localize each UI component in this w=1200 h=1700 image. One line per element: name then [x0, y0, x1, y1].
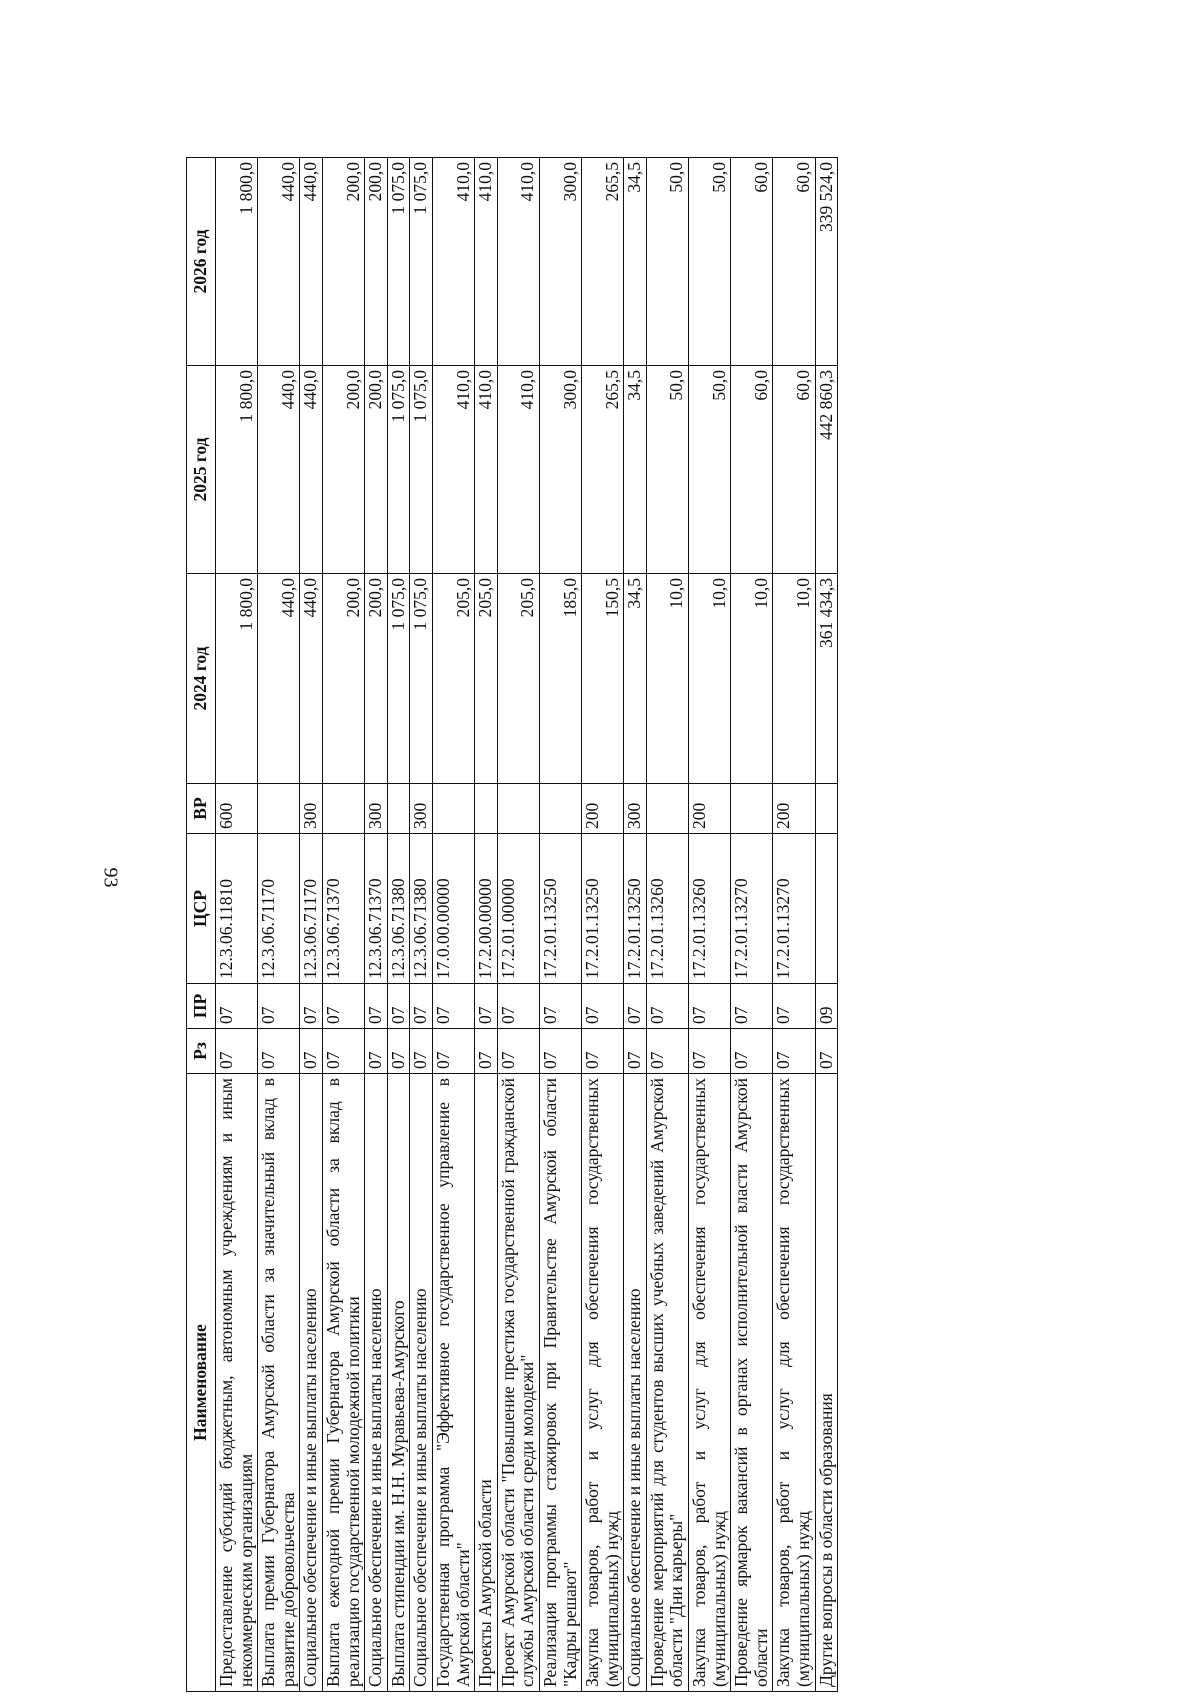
cell-vr: 300 — [624, 784, 647, 834]
cell-2024: 200,0 — [365, 574, 388, 784]
cell-2026: 440,0 — [258, 158, 300, 366]
cell-pr: 07 — [539, 984, 581, 1029]
rotated-table-container — [186, 158, 1066, 1692]
cell-csr: 17.2.01.13250 — [539, 834, 581, 984]
cell-csr: 12.3.06.71170 — [300, 834, 323, 984]
cell-name: Закупка товаров, работ и услуг для обеспечения государственных (муниципальных) нужд — [689, 1074, 731, 1692]
cell-name: Проекты Амурской области — [475, 1074, 498, 1692]
cell-pr: 07 — [689, 984, 731, 1029]
cell-vr — [815, 784, 838, 834]
cell-pr: 07 — [475, 984, 498, 1029]
cell-name: Выплата стипендии им. Н.Н. Муравьева-Амурского — [387, 1074, 410, 1692]
cell-csr: 17.2.00.00000 — [475, 834, 498, 984]
cell-name: Проведение мероприятий для студентов высших учебных заведений Амурской области "Дни карьеры" — [646, 1074, 688, 1692]
cell-rz: 07 — [497, 1029, 539, 1074]
cell-name: Выплата премии Губернатора Амурской области за значительный вклад в развитие добровольчества — [258, 1074, 300, 1692]
cell-2026: 410,0 — [432, 158, 474, 366]
cell-rz: 07 — [258, 1029, 300, 1074]
cell-csr: 17.2.01.13250 — [582, 834, 624, 984]
cell-vr — [497, 784, 539, 834]
cell-pr: 07 — [300, 984, 323, 1029]
header-2026: 2026 год — [187, 158, 216, 366]
cell-vr — [258, 784, 300, 834]
table-row — [300, 158, 323, 1692]
cell-2025: 34,5 — [624, 366, 647, 574]
cell-csr: 17.2.01.13260 — [689, 834, 731, 984]
header-2024: 2024 год — [187, 574, 216, 784]
cell-csr: 17.2.01.00000 — [497, 834, 539, 984]
cell-pr: 07 — [322, 984, 364, 1029]
cell-csr: 17.2.01.13260 — [646, 834, 688, 984]
cell-pr: 07 — [365, 984, 388, 1029]
cell-2026: 410,0 — [497, 158, 539, 366]
cell-name: Социальное обеспечение и иные выплаты населению — [300, 1074, 323, 1692]
cell-name: Предоставление субсидий бюджетным, автономным учреждениям и иным некоммерческим организациям — [216, 1074, 258, 1692]
cell-2024: 1 075,0 — [387, 574, 410, 784]
cell-name: Реализация программы стажировок при Правительстве Амурской области "Кадры решают" — [539, 1074, 581, 1692]
table-row — [365, 158, 388, 1692]
cell-name: Социальное обеспечение и иные выплаты населению — [624, 1074, 647, 1692]
cell-pr: 07 — [624, 984, 647, 1029]
cell-2025: 440,0 — [300, 366, 323, 574]
cell-rz: 07 — [216, 1029, 258, 1074]
cell-vr — [731, 784, 773, 834]
cell-rz: 07 — [646, 1029, 688, 1074]
cell-rz: 07 — [689, 1029, 731, 1074]
cell-rz: 07 — [365, 1029, 388, 1074]
cell-rz: 07 — [300, 1029, 323, 1074]
cell-vr — [432, 784, 474, 834]
cell-rz: 07 — [582, 1029, 624, 1074]
cell-name: Государственная программа "Эффективное государственное управление в Амурской области" — [432, 1074, 474, 1692]
table-row — [731, 158, 773, 1692]
cell-name: Закупка товаров, работ и услуг для обеспечения государственных (муниципальных) нужд — [582, 1074, 624, 1692]
cell-2026: 1 075,0 — [410, 158, 433, 366]
cell-name: Проведение ярмарок вакансий в органах исполнительной власти Амурской области — [731, 1074, 773, 1692]
cell-pr: 07 — [258, 984, 300, 1029]
cell-csr: 17.2.01.13270 — [773, 834, 815, 984]
cell-2024: 205,0 — [497, 574, 539, 784]
cell-2024: 1 075,0 — [410, 574, 433, 784]
cell-rz: 07 — [322, 1029, 364, 1074]
cell-2025: 50,0 — [689, 366, 731, 574]
cell-2025: 442 860,3 — [815, 366, 838, 574]
cell-csr: 12.3.06.71380 — [410, 834, 433, 984]
cell-name: Социальное обеспечение и иные выплаты населению — [410, 1074, 433, 1692]
cell-2024: 10,0 — [731, 574, 773, 784]
cell-csr: 12.3.06.71170 — [258, 834, 300, 984]
header-csr: ЦСР — [187, 834, 216, 984]
cell-2025: 200,0 — [322, 366, 364, 574]
cell-pr: 07 — [731, 984, 773, 1029]
cell-vr: 600 — [216, 784, 258, 834]
cell-2025: 410,0 — [475, 366, 498, 574]
cell-2024: 200,0 — [322, 574, 364, 784]
budget-table — [186, 157, 838, 1692]
cell-vr — [646, 784, 688, 834]
cell-2024: 440,0 — [258, 574, 300, 784]
cell-2025: 300,0 — [539, 366, 581, 574]
cell-2025: 1 075,0 — [387, 366, 410, 574]
table-header-row — [187, 158, 216, 1692]
cell-2024: 440,0 — [300, 574, 323, 784]
header-2025: 2025 год — [187, 366, 216, 574]
cell-rz: 07 — [624, 1029, 647, 1074]
table-row — [410, 158, 433, 1692]
cell-rz: 07 — [410, 1029, 433, 1074]
cell-2026: 50,0 — [689, 158, 731, 366]
cell-name: Закупка товаров, работ и услуг для обеспечения государственных (муниципальных) нужд — [773, 1074, 815, 1692]
cell-pr: 09 — [815, 984, 838, 1029]
cell-2025: 410,0 — [432, 366, 474, 574]
cell-2026: 34,5 — [624, 158, 647, 366]
header-vr: ВР — [187, 784, 216, 834]
cell-2024: 10,0 — [646, 574, 688, 784]
cell-csr: 12.3.06.71370 — [322, 834, 364, 984]
cell-csr: 12.3.06.71380 — [387, 834, 410, 984]
cell-rz: 07 — [432, 1029, 474, 1074]
cell-2024: 150,5 — [582, 574, 624, 784]
cell-rz: 07 — [815, 1029, 838, 1074]
cell-2025: 440,0 — [258, 366, 300, 574]
cell-csr: 17.2.01.13270 — [731, 834, 773, 984]
cell-name: Другие вопросы в области образования — [815, 1074, 838, 1692]
cell-vr: 300 — [410, 784, 433, 834]
cell-2024: 185,0 — [539, 574, 581, 784]
cell-2026: 300,0 — [539, 158, 581, 366]
cell-2025: 60,0 — [731, 366, 773, 574]
cell-2024: 10,0 — [773, 574, 815, 784]
cell-vr: 200 — [582, 784, 624, 834]
table-row — [539, 158, 581, 1692]
cell-vr — [322, 784, 364, 834]
cell-2024: 1 800,0 — [216, 574, 258, 784]
cell-pr: 07 — [582, 984, 624, 1029]
table-row — [646, 158, 688, 1692]
cell-2025: 60,0 — [773, 366, 815, 574]
cell-pr: 07 — [646, 984, 688, 1029]
cell-name: Выплата ежегодной премии Губернатора Амурской области за вклад в реализацию государственной молодежной политики — [322, 1074, 364, 1692]
cell-rz: 07 — [475, 1029, 498, 1074]
cell-csr: 17.2.01.13250 — [624, 834, 647, 984]
cell-vr: 300 — [365, 784, 388, 834]
cell-2026: 200,0 — [322, 158, 364, 366]
cell-2024: 34,5 — [624, 574, 647, 784]
table-row — [582, 158, 624, 1692]
header-pr: ПР — [187, 984, 216, 1029]
cell-pr: 07 — [387, 984, 410, 1029]
cell-2026: 200,0 — [365, 158, 388, 366]
cell-vr: 200 — [773, 784, 815, 834]
cell-2025: 50,0 — [646, 366, 688, 574]
header-rz: Рз — [187, 1029, 216, 1074]
cell-2026: 265,5 — [582, 158, 624, 366]
cell-pr: 07 — [497, 984, 539, 1029]
table-row — [258, 158, 300, 1692]
cell-vr — [539, 784, 581, 834]
table-row — [497, 158, 539, 1692]
cell-name: Проект Амурской области "Повышение престижа государственной гражданской службы Амурской области среди молодежи" — [497, 1074, 539, 1692]
cell-vr: 300 — [300, 784, 323, 834]
cell-2024: 205,0 — [475, 574, 498, 784]
cell-pr: 07 — [216, 984, 258, 1029]
cell-2024: 10,0 — [689, 574, 731, 784]
cell-pr: 07 — [773, 984, 815, 1029]
cell-2024: 361 434,3 — [815, 574, 838, 784]
cell-vr — [475, 784, 498, 834]
cell-rz: 07 — [539, 1029, 581, 1074]
cell-csr: 12.3.06.71370 — [365, 834, 388, 984]
table-row — [475, 158, 498, 1692]
table-row — [624, 158, 647, 1692]
cell-2026: 60,0 — [773, 158, 815, 366]
table-row — [689, 158, 731, 1692]
cell-2025: 410,0 — [497, 366, 539, 574]
page-number: 93 — [99, 867, 122, 888]
cell-csr: 17.0.00.00000 — [432, 834, 474, 984]
cell-rz: 07 — [731, 1029, 773, 1074]
table-row — [773, 158, 815, 1692]
table-row — [815, 158, 838, 1692]
cell-2025: 265,5 — [582, 366, 624, 574]
cell-2026: 339 524,0 — [815, 158, 838, 366]
cell-2026: 440,0 — [300, 158, 323, 366]
table-row — [387, 158, 410, 1692]
cell-csr: 12.3.06.11810 — [216, 834, 258, 984]
cell-2026: 60,0 — [731, 158, 773, 366]
cell-rz: 07 — [387, 1029, 410, 1074]
header-name: Наименование — [187, 1074, 216, 1692]
cell-vr: 200 — [689, 784, 731, 834]
table-row — [216, 158, 258, 1692]
table-row — [322, 158, 364, 1692]
cell-name: Социальное обеспечение и иные выплаты населению — [365, 1074, 388, 1692]
cell-2026: 1 800,0 — [216, 158, 258, 366]
cell-2025: 200,0 — [365, 366, 388, 574]
cell-pr: 07 — [432, 984, 474, 1029]
cell-2024: 205,0 — [432, 574, 474, 784]
table-row — [432, 158, 474, 1692]
cell-2025: 1 075,0 — [410, 366, 433, 574]
cell-2025: 1 800,0 — [216, 366, 258, 574]
cell-2026: 410,0 — [475, 158, 498, 366]
cell-2026: 1 075,0 — [387, 158, 410, 366]
cell-csr — [815, 834, 838, 984]
cell-rz: 07 — [773, 1029, 815, 1074]
cell-vr — [387, 784, 410, 834]
cell-pr: 07 — [410, 984, 433, 1029]
cell-2026: 50,0 — [646, 158, 688, 366]
